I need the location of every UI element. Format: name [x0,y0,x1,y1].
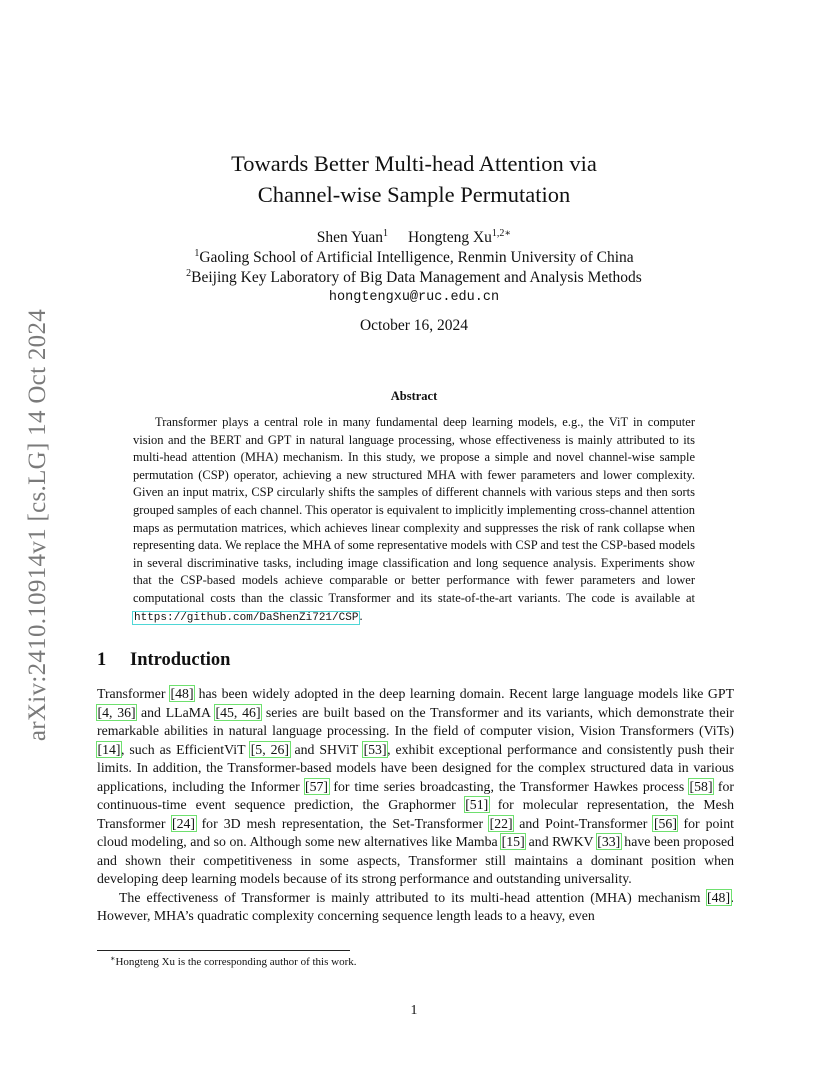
citation-link[interactable]: [4, 36] [97,704,136,720]
citation-link[interactable]: [53] [363,741,387,757]
author-1: Shen Yuan [316,229,383,246]
citation-link[interactable]: [56] [653,815,677,831]
body-text: and RWKV [525,834,597,849]
body-text: Transformer [97,686,171,701]
citation-link[interactable]: [48] [170,686,194,701]
body-text: series are built based on the Transformer and its variants, which demonstrate their remarkable abilities in natural language processing. In the field of computer vision, Vision Transformers (ViTs) [97,704,735,738]
arxiv-sidebar-stamp [18,290,58,760]
body-text: for molecular representation, the Mesh Transformer [97,797,734,831]
intro-paragraph-1 [97,685,734,889]
page-number: 1 [410,1002,418,1017]
author-block [0,228,828,308]
section-heading-introduction [97,650,230,671]
affiliation-2: $^2$Beijing Key Laboratory of Big Data Management and Analysis Methods [186,268,642,286]
citation-link[interactable]: [14] [97,741,121,757]
citation-link[interactable]: [33] [597,834,621,849]
intro-paragraph-2 [97,889,734,926]
abstract-body: Transformer plays a central role in many fundamental deep learning models, e.g., the ViT in computer vision and the BERT and GPT in natural language processing, whose effectiveness is mainly attributed to its multi-head attention (MHA) mechanism. In this study, we propose a simple and novel channel-wise sample permutation (CSP) operator, achieving a new structured MHA with fewer parameters and lower complexity. Given an input matrix, CSP circularly shifts the samples of different channels with various steps and then sorts grouped samples of each channel. This operator is equivalent to implicitly implementing cross-channel attention maps as permutation matrices, which achieves linear complexity and suppresses the risk of rank collapse when representing data. We replace the MHA of some representative models with CSP and test the CSP-based models in several discriminative tasks, including image classification and long sequence analysis. Experiments show that the CSP-based models achieve comparable or better performance with fewer parameters and lower computational costs than the classic Transformer and its state-of-the-art variants. The code is available at https://github.com/DaShenZi721/CSP. [133,415,695,624]
body-text: The effectiveness of Transformer is mainly attributed to its multi-head attention (MHA) mechanism [119,889,707,905]
author-2: Hongteng Xu [407,229,492,246]
title-line-1: Towards Better Multi-head Attention via [231,151,597,176]
paper-title [0,148,828,210]
body-text: for continuous-time event sequence prediction, the Graphormer [97,778,734,812]
body-text: and LLaMA [136,704,215,720]
citation-link[interactable]: [24] [172,815,196,831]
body-text: for time series broadcasting, the Transformer Hawkes process [328,778,690,794]
paper-date: October 16, 2024 [359,317,469,334]
footnote-rule [97,950,350,951]
citation-link[interactable]: [45, 46] [215,704,261,720]
abstract-heading: Abstract [390,389,438,403]
citation-link[interactable]: [22] [489,815,513,831]
body-text: and SHViT [289,741,364,757]
body-text: , exhibit exceptional performance and consistently push their limits. In addition, the Transformer-based models have been designed for the complex structured data in various applications, including the Informer [97,741,734,794]
citation-link[interactable]: [5, 26] [250,741,289,757]
author-email: hongtengxu@ruc.edu.cn [328,290,500,305]
body-text: , such as EfficientViT [121,741,251,757]
body-text: for point cloud modeling, and so on. Although some new alternatives like Mamba [97,815,734,849]
body-text: have been proposed and shown their competitiveness in some aspects, Transformer still maintains a dominant position when developing deep learning models because of its strong performance and outstanding universality. [97,834,734,886]
body-text: and Point-Transformer [513,815,654,831]
citation-link[interactable]: [15] [501,834,525,849]
abstract-text: Transformer plays a central role in many fundamental deep learning models, e.g., the ViT in computer vision and the BERT and GPT in natural language processing, whose effectiveness is mainly attributed to its multi-head attention (MHA) mechanism. In this study, we propose a simple and novel channel-wise sample permutation (CSP) operator, achieving a new structured MHA with fewer parameters and lower complexity. Given an input matrix, CSP circularly shifts the samples of different channels with various steps and then sorts grouped samples of each channel. This operator is equivalent to implicitly implementing cross-channel attention maps as permutation matrices, which achieves linear complexity and suppresses the risk of rank collapse when representing data. We replace the MHA of some representative models with CSP and test the CSP-based models in several discriminative tasks, including image classification and long sequence analysis. Experiments show that the CSP-based models achieve comparable or better performance with fewer parameters and lower computational costs than the classic Transformer and its state-of-the-art variants. The code is available at [133,415,695,605]
citation-link[interactable]: [48] [707,889,731,905]
section-number: 1 [97,650,107,670]
footnote [110,956,356,968]
affiliation-1: $^1$Gaoling School of Artificial Intelligence, Renmin University of China [194,248,634,266]
title-line-2: Channel-wise Sample Permutation [257,182,571,207]
author-names [0,228,828,248]
citation-link[interactable]: [51] [465,797,489,812]
body-text: has been widely adopted in the deep learning domain. Recent large language models like GPT [194,686,734,701]
author-1-affiliation-mark: 1 [382,228,388,239]
citation-link[interactable]: [57] [305,778,329,794]
code-repository-link[interactable]: https://github.com/DaShenZi721/CSP [134,611,359,624]
body-text: for 3D mesh representation, the Set-Transformer [195,815,490,831]
author-2-affiliation-mark: 1,2∗ [491,228,512,239]
footnote-text: Hongteng Xu is the corresponding author of this work. [115,956,357,968]
section-title: Introduction [130,650,231,670]
citation-link[interactable]: [58] [689,778,713,794]
body-text: . However, MHA’s quadratic complexity concerning sequence length leads to a heavy, even [97,889,734,923]
footnote-mark: ∗ [110,954,116,963]
arxiv-identifier: arXiv:2410.10914v1 [cs.LG] 14 Oct 2024 [24,308,52,742]
introduction-body [97,685,734,926]
